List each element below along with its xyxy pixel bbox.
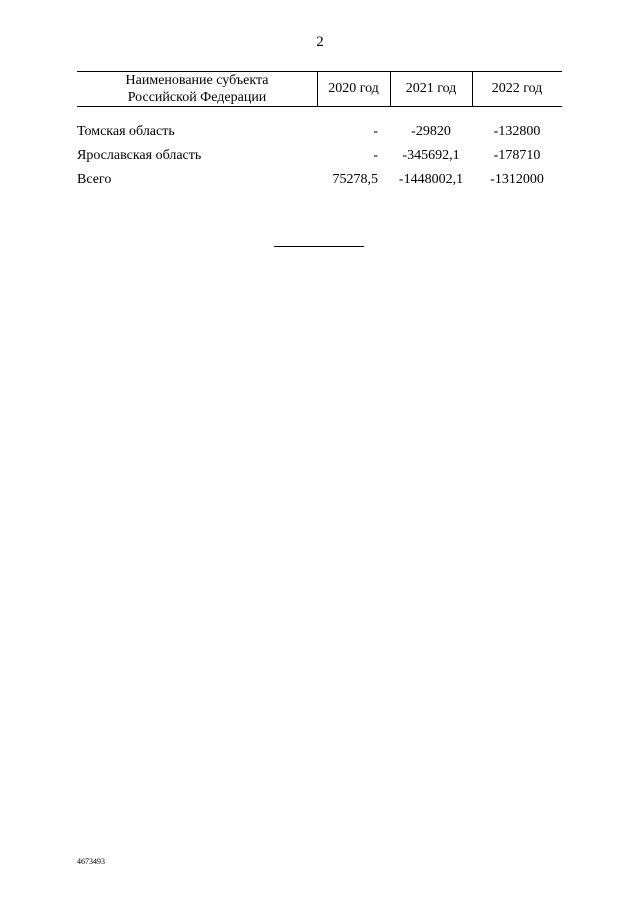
row-value-2021: -29820: [411, 124, 451, 139]
row-subject-name: Всего: [77, 172, 112, 187]
header-2021: 2021 год: [405, 81, 457, 96]
row-value-2021: -345692,1: [402, 148, 460, 163]
row-subject-name: Томская область: [77, 124, 175, 139]
header-2020: 2020 год: [328, 81, 379, 96]
row-value-2020: 75278,5: [332, 172, 378, 187]
row-value-2022: -1312000: [490, 172, 544, 187]
header-subject: Наименование субъекта Российской Федерации: [125, 72, 269, 105]
document-code: 4673493: [77, 857, 105, 866]
table-row: [0, 121, 640, 143]
row-value-2020: -: [373, 124, 378, 139]
row-value-2020: -: [373, 148, 378, 163]
row-value-2022: -178710: [493, 148, 541, 163]
page-number: 2: [316, 34, 324, 50]
header-2022: 2022 год: [491, 81, 543, 96]
row-subject-name: Ярославская область: [77, 148, 202, 163]
table-row: [0, 145, 640, 167]
table-row-total: [0, 169, 640, 191]
row-value-2021: -1448002,1: [398, 172, 464, 187]
end-of-document-rule: [274, 246, 364, 247]
table-header-rule: [77, 106, 562, 107]
row-value-2022: -132800: [493, 124, 541, 139]
